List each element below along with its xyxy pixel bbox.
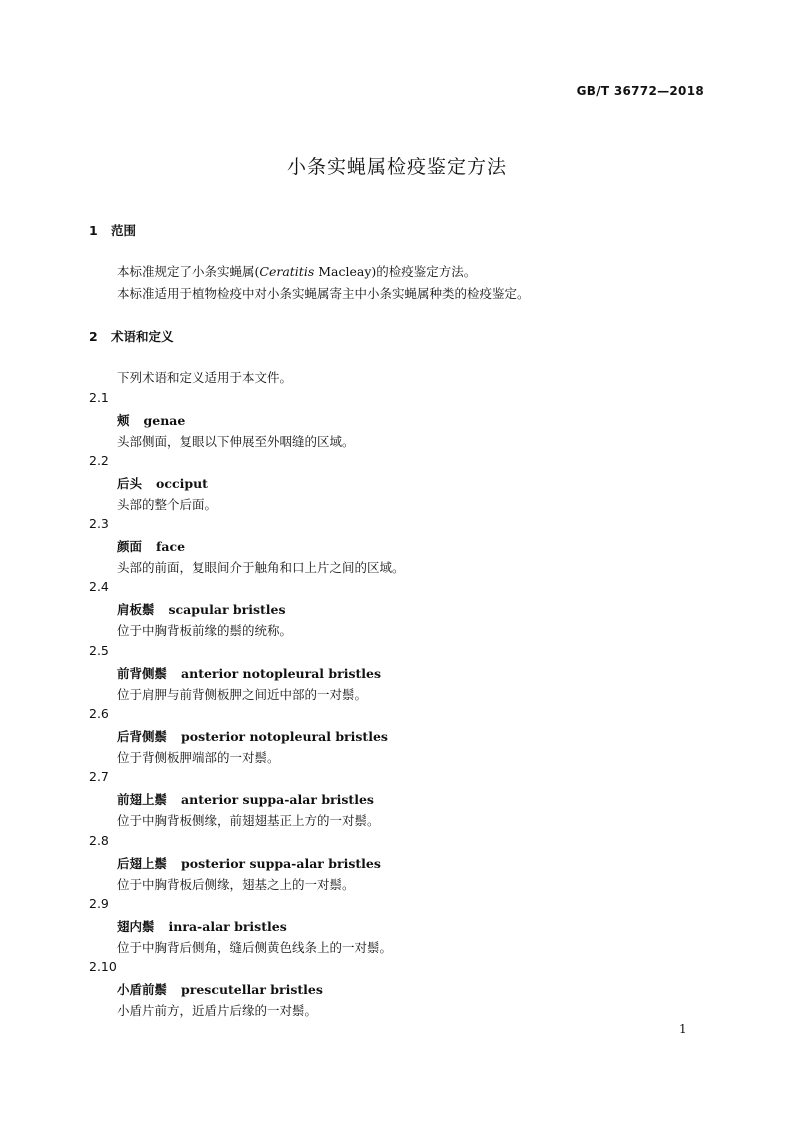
term-en: posterior suppa-alar bristles: [181, 856, 381, 871]
text-span: 本标准规定了小条实蝇属(: [117, 264, 260, 279]
term-number: 2.7: [89, 769, 109, 784]
term-definition: 位于中胸背板侧缘，前翅翅基正上方的一对鬃。: [117, 813, 380, 828]
term-definition: 头部的整个后面。: [117, 497, 218, 512]
term-number: 2.8: [89, 833, 109, 848]
term-zh: 颜面: [117, 539, 143, 554]
terms-intro: 下列术语和定义适用于本文件。: [117, 370, 293, 385]
section-1-heading: [89, 221, 136, 239]
term-definition: 头部侧面，复眼以下伸展至外咽缝的区域。: [117, 434, 355, 449]
term-zh: 翅内鬃: [117, 919, 155, 934]
term-zh: 前翅上鬃: [117, 792, 168, 807]
term-number: 2.4: [89, 579, 109, 594]
section-number: 2: [89, 329, 98, 344]
term-en: face: [156, 539, 186, 554]
term-en: anterior notopleural bristles: [181, 666, 382, 681]
term-number: 2.9: [89, 896, 109, 911]
scope-paragraph-1: [117, 262, 476, 280]
term-zh: 肩板鬃: [117, 602, 155, 617]
term-zh: 颊: [117, 413, 130, 428]
term-zh: 后背侧鬃: [117, 729, 168, 744]
section-title: 范围: [111, 223, 137, 238]
term-definition: 位于中胸背板前缘的鬃的统称。: [117, 623, 293, 638]
term-definition: 位于中胸背板后侧缘，翅基之上的一对鬃。: [117, 877, 355, 892]
scope-paragraph-2: 本标准适用于植物检疫中对小条实蝇属寄主中小条实蝇属种类的检疫鉴定。: [117, 286, 530, 301]
genus-name: Ceratitis: [259, 264, 315, 279]
term-name: [117, 474, 208, 492]
term-number: 2.2: [89, 453, 109, 468]
term-definition: 头部的前面，复眼间介于触角和口上片之间的区域。: [117, 560, 405, 575]
term-number: 2.5: [89, 643, 109, 658]
term-number: 2.3: [89, 516, 109, 531]
term-name: [117, 600, 286, 618]
term-name: [117, 664, 381, 682]
term-zh: 后翅上鬃: [117, 856, 168, 871]
term-name: [117, 790, 374, 808]
term-zh: 小盾前鬃: [117, 982, 168, 997]
term-name: [117, 411, 185, 429]
term-name: [117, 854, 381, 872]
term-en: prescutellar bristles: [181, 982, 323, 997]
text-span: Macleay)的检疫鉴定方法。: [314, 264, 477, 279]
term-name: [117, 917, 287, 935]
term-name: [117, 537, 185, 555]
term-en: genae: [143, 413, 186, 428]
section-2-heading: [89, 327, 174, 345]
term-definition: 位于中胸背后侧角，缝后侧黄色线条上的一对鬃。: [117, 940, 393, 955]
term-zh: 前背侧鬃: [117, 666, 168, 681]
section-number: 1: [89, 223, 98, 238]
term-name: [117, 727, 388, 745]
term-number: 2.1: [89, 390, 109, 405]
page-number: 1: [679, 1022, 687, 1036]
term-number: 2.6: [89, 706, 109, 721]
term-definition: 位于背侧板胛端部的一对鬃。: [117, 750, 280, 765]
term-name: [117, 980, 323, 998]
section-title: 术语和定义: [111, 329, 174, 344]
standard-code: GB/T 36772—2018: [576, 84, 704, 98]
term-en: anterior suppa-alar bristles: [181, 792, 374, 807]
term-en: scapular bristles: [168, 602, 286, 617]
term-number: 2.10: [89, 959, 117, 974]
term-en: occiput: [156, 476, 208, 491]
term-zh: 后头: [117, 476, 143, 491]
term-en: posterior notopleural bristles: [181, 729, 388, 744]
term-definition: 位于肩胛与前背侧板胛之间近中部的一对鬃。: [117, 687, 368, 702]
term-en: inra-alar bristles: [168, 919, 287, 934]
document-title: 小条实蝇属检疫鉴定方法: [286, 156, 507, 178]
term-definition: 小盾片前方，近盾片后缘的一对鬃。: [117, 1003, 318, 1018]
